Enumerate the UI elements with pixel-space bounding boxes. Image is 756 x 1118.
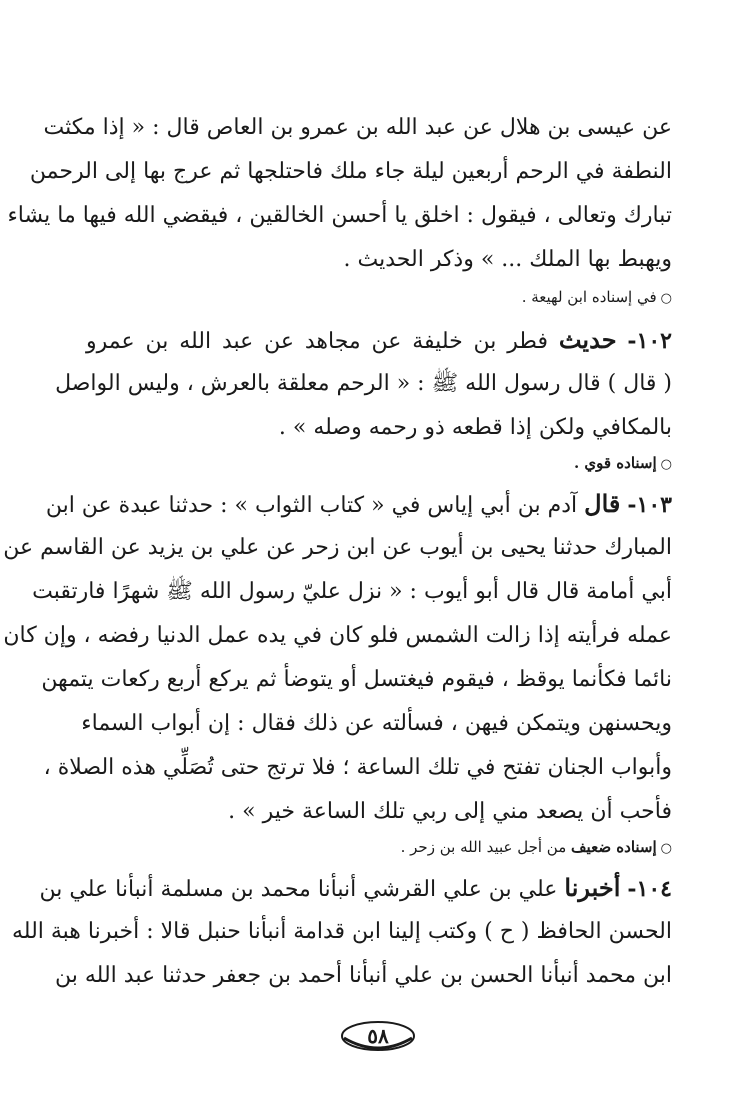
hadith-number: ١٠٢- [627,328,672,354]
text-line: ابن محمد أنبأنا الحسن بن علي أنبأنا أحمد بن جعفر حدثنا عبد الله بن [55,963,672,988]
text-line: علي بن علي القرشي أنبأنا محمد بن مسلمة أنبأنا علي بن [39,877,558,902]
text-line: تبارك وتعالى ، فيقول : اخلق يا أحسن الخالقين ، فيقضي الله فيها ما يشاء [7,203,672,228]
hadith-number: ١٠٤- [627,876,672,902]
circle-bullet-icon: ○ [660,291,672,306]
text-line: بالمكافي ولكن إذا قطعه ذو رحمه وصله » . [278,415,672,440]
text-line: فأحب أن يصعد مني إلى ربي تلك الساعة خير » . [228,799,672,824]
text-line: عن عيسى بن هلال عن عبد الله بن عمرو بن العاص قال : « إذا مكثت [43,115,672,140]
text-line: الحسن الحافظ ( ح ) وكتب إلينا ابن قدامة أنبأنا حنبل قالا : أخبرنا هبة الله [11,919,672,944]
isnad-note: ○إسناده ضعيف من أجل عبيد الله بن زحر . [400,838,672,856]
isnad-note: ○في إسناده ابن لهيعة . [521,288,672,306]
page-number [338,1018,418,1054]
hadith-102-heading [86,318,672,362]
text-line: أبي أمامة قال قال أبو أيوب : « نزل عليّ رسول الله ﷺ شهرًا فارتقبت [32,579,672,604]
hadith-103-heading [45,482,672,526]
circle-bullet-icon: ○ [660,457,672,472]
text-line: ويحسنهن ويتمكن فيهن ، فسألته عن ذلك فقال : إن أبواب السماء [81,711,672,736]
text-line: آدم بن أبي إياس في « كتاب الثواب » : حدثنا عبدة عن ابن [45,493,578,518]
isnad-note: ○إسناده قوي . [573,454,672,472]
text-line: نائما فكأنما يوقظ ، فيقوم فيغتسل أو يتوضأ ثم يركع أربع ركعات يتمهن [41,667,672,692]
text-line: النطفة في الرحم أربعين ليلة جاء ملك فاحتلجها ثم عرج بها إلى الرحمن [29,159,672,184]
text-line: المبارك حدثنا يحيى بن أيوب عن ابن زحر عن علي بن يزيد عن القاسم عن [3,535,672,560]
hadith-number: ١٠٣- [627,492,672,518]
hadith-104-heading [39,866,672,910]
hadith-keyword: أخبرنا [564,873,621,902]
hadith-keyword: حديث [558,325,617,354]
hadith-keyword: قال [584,489,621,518]
text-line: ويهبط بها الملك ... » وذكر الحديث . [343,247,672,272]
circle-bullet-icon: ○ [660,841,672,856]
text-line: فطر بن خليفة عن مجاهد عن عبد الله بن عمرو [86,329,548,354]
text-line: عمله فرأيته إذا زالت الشمس فلو كان في يده عمل الدنيا رفضه ، وإن كان [3,623,672,648]
text-line: ( قال ) قال رسول الله ﷺ : « الرحم معلقة بالعرش ، وليس الواصل [55,371,672,396]
page-number-text: ٥٨ [367,1024,389,1048]
text-line: وأبواب الجنان تفتح في تلك الساعة ؛ فلا ترتج حتى تُصَلِّي هذه الصلاة ، [43,755,672,780]
